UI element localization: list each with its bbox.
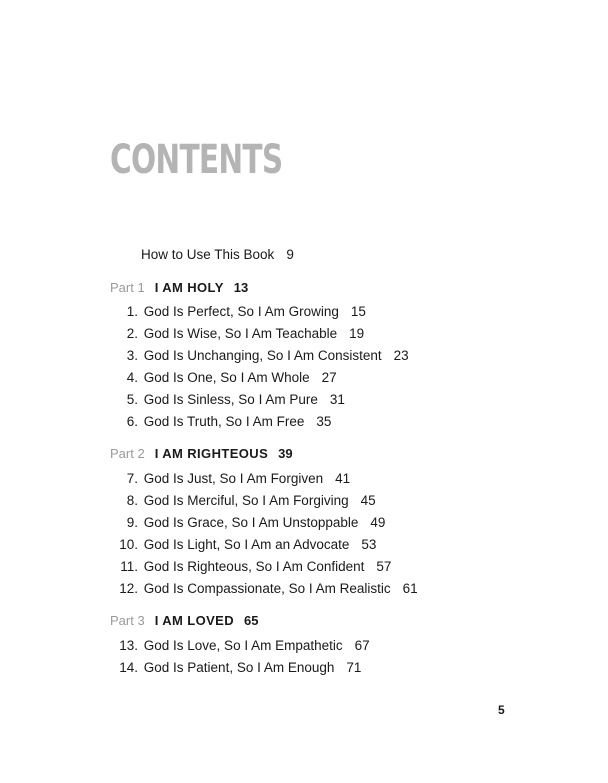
chapter-page-number: 57: [376, 559, 392, 574]
chapter-page-number: 19: [349, 326, 365, 341]
chapter-number: 1.: [126, 304, 138, 319]
toc-entry[interactable]: [104, 392, 345, 407]
chapter-title: God Is One, So I Am Whole: [143, 370, 310, 385]
chapter-page-number: 67: [354, 638, 370, 653]
chapter-page-number: 49: [370, 515, 386, 530]
chapter-title: God Is Unchanging, So I Am Consistent: [143, 348, 382, 363]
chapter-title: God Is Light, So I Am an Advocate: [143, 537, 350, 552]
part-title: I AM RIGHTEOUS: [154, 446, 269, 461]
chapter-page-number: 45: [360, 493, 376, 508]
toc-entry[interactable]: [104, 370, 337, 385]
toc-entry[interactable]: [104, 304, 366, 319]
chapter-page-number: 71: [346, 660, 362, 675]
chapter-page-number: 53: [361, 537, 377, 552]
part-page-number: 39: [278, 446, 293, 461]
toc-entry[interactable]: [104, 493, 376, 508]
chapter-number: 7.: [126, 471, 138, 486]
toc-entry[interactable]: [104, 414, 331, 429]
toc-entry[interactable]: [104, 581, 418, 596]
chapter-number: 4.: [126, 370, 138, 385]
chapter-page-number: 27: [321, 370, 337, 385]
entry-page-number: 9: [286, 247, 294, 262]
toc-intro-entry[interactable]: [141, 247, 294, 262]
part-title: I AM HOLY: [154, 280, 224, 295]
page-number: 5: [498, 703, 505, 717]
toc-entry[interactable]: [104, 348, 409, 363]
chapter-number: 9.: [126, 515, 138, 530]
part-page-number: 13: [233, 280, 249, 295]
entry-title: How to Use This Book: [141, 247, 275, 262]
chapter-title: God Is Patient, So I Am Enough: [143, 660, 335, 675]
chapter-title: God Is Truth, So I Am Free: [143, 414, 305, 429]
chapter-number: 13.: [119, 638, 138, 653]
chapter-title: God Is Just, So I Am Forgiven: [143, 471, 324, 486]
chapter-number: 6.: [126, 414, 138, 429]
chapter-page-number: 61: [402, 581, 418, 596]
toc-entry[interactable]: [104, 638, 370, 653]
chapter-title: God Is Righteous, So I Am Confident: [143, 559, 365, 574]
part-title: I AM LOVED: [154, 613, 235, 628]
part-label: Part 3: [110, 613, 145, 628]
chapter-number: 12.: [119, 581, 138, 596]
toc-entry[interactable]: [104, 515, 385, 530]
part-heading-3[interactable]: [110, 613, 259, 628]
chapter-number: 11.: [120, 559, 138, 574]
chapter-page-number: 15: [350, 304, 366, 319]
chapter-number: 5.: [126, 392, 138, 407]
chapter-page-number: 23: [393, 348, 409, 363]
part-heading-2[interactable]: [110, 446, 293, 461]
chapter-number: 14.: [119, 660, 138, 675]
part-label: Part 1: [110, 280, 145, 295]
page-title: CONTENTS: [110, 137, 283, 183]
toc-entry[interactable]: [104, 471, 350, 486]
chapter-title: God Is Merciful, So I Am Forgiving: [143, 493, 349, 508]
toc-entry[interactable]: [104, 660, 361, 675]
chapter-title: God Is Wise, So I Am Teachable: [143, 326, 338, 341]
chapter-title: God Is Grace, So I Am Unstoppable: [143, 515, 359, 530]
chapter-number: 3.: [126, 348, 138, 363]
chapter-number: 2.: [126, 326, 138, 341]
chapter-number: 10.: [119, 537, 138, 552]
toc-entry[interactable]: [104, 559, 391, 574]
chapter-title: God Is Compassionate, So I Am Realistic: [143, 581, 391, 596]
part-page-number: 65: [244, 613, 259, 628]
chapter-number: 8.: [126, 493, 138, 508]
chapter-page-number: 35: [316, 414, 332, 429]
chapter-title: God Is Sinless, So I Am Pure: [143, 392, 318, 407]
chapter-title: God Is Love, So I Am Empathetic: [143, 638, 343, 653]
chapter-page-number: 31: [329, 392, 345, 407]
part-label: Part 2: [110, 446, 145, 461]
toc-entry[interactable]: [104, 537, 376, 552]
toc-entry[interactable]: [104, 326, 364, 341]
chapter-page-number: 41: [335, 471, 351, 486]
part-heading-1[interactable]: [110, 280, 248, 295]
chapter-title: God Is Perfect, So I Am Growing: [143, 304, 339, 319]
